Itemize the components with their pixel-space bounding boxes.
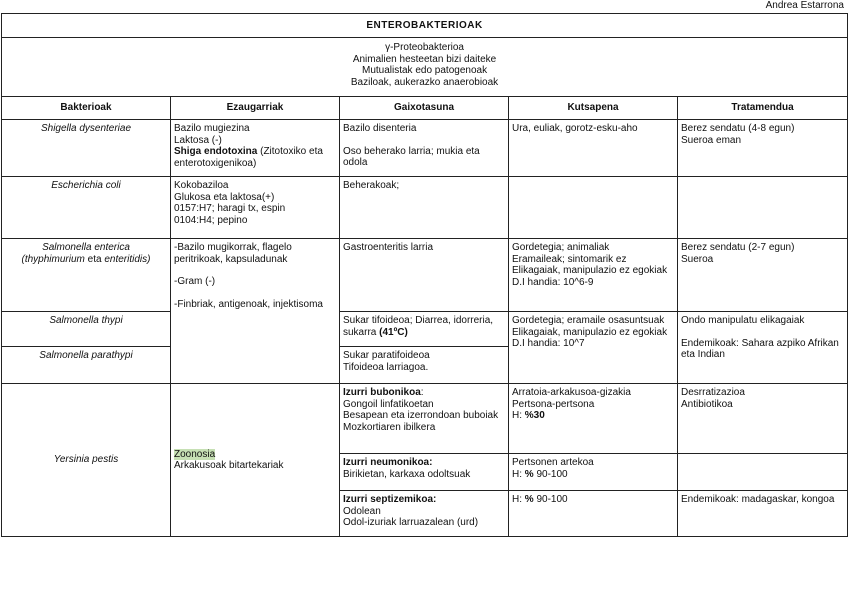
intro-line: γ-Proteobakterioa [385,42,464,53]
disease-cell [340,454,509,491]
text-line: 0104:H4; pepino [174,214,248,226]
transmission-cell [509,454,678,491]
text-line: Kokobaziloa [174,180,229,191]
text-line: Arratoia-arkakusoa-gizakia [512,387,631,398]
bold-text: Izurri bubonikoa [343,387,421,398]
text-line: (thyphimurium eta enteritidis) [21,253,151,265]
bold-text: Izurri neumonikoa: [343,457,433,468]
text-line: Arkakusoak bitartekariak [174,460,284,471]
bacteria-name: Shigella dysenteriae [2,120,171,177]
text-line: Laktosa (-) [174,134,222,146]
treatment-cell [678,384,848,454]
text-line: Endemikoak: madagaskar, kongoa [681,494,835,505]
text-line: Berez sendatu (2-7 egun) [681,242,795,253]
text-line: Odol-izuriak larruazalean (urd) [343,517,479,528]
transmission-cell [509,312,678,384]
highlighted-text: Zoonosia [174,448,216,460]
text-line: H: %30 [512,410,545,421]
text-line: Sueroa [681,253,714,265]
text-line: Bazilo disenteria [343,123,417,134]
text-line [343,457,505,469]
text-line: Ura, euliak, gorotz-esku-aho [512,123,638,134]
text-line: Ondo manipulatu elikagaiak [681,315,805,326]
features-cell [171,120,340,177]
intro-line: Animalien hesteetan bizi daiteke [352,53,497,65]
text-line: Birikietan, karkaxa odoltsuak [343,468,471,480]
header-tratamendua: Tratamendua [678,97,848,120]
text-line: Eramaileak; sintomarik ez [512,253,627,265]
text-line: Glukosa eta laktosa(+) [174,191,275,203]
intro-cell [2,38,848,97]
text-line: 0157:H7; haragi tx, espin [174,203,286,214]
text-line: Antibiotikoa [681,398,733,410]
treatment-cell [678,454,848,491]
bacteria-name: Yersinia pestis [2,384,171,537]
table-row [2,239,848,312]
bold-text: (41ºC) [379,326,408,338]
transmission-cell [509,384,678,454]
table-row [2,177,848,239]
text-line: Izurri bubonikoa: [343,387,424,398]
text-line: -Bazilo mugikorrak, flagelo peritrikoak, kapsuladunak [174,242,292,265]
text-line: Oso beherako larria; mukia eta odola [343,145,480,168]
text-line [174,449,336,461]
disease-cell [340,239,509,312]
text-span: Sukar tifoideoa; Diarrea, idorreria, sukarra [343,315,494,338]
header-ezaugarriak: Ezaugarriak [171,97,340,120]
text-line: Berez sendatu (4-8 egun) [681,123,795,134]
text-line: Endemikoak: Sahara azpiko Afrikan eta Indian [681,337,839,360]
text-line: Salmonella enterica [42,242,130,253]
text-line [343,494,505,506]
title-row [2,14,848,38]
bacteria-name: Salmonella thypi [2,312,171,347]
intro-row [2,38,848,97]
text-line: Besapean eta izerrondoan buboiak [343,410,499,421]
transmission-cell [509,239,678,312]
treatment-cell [678,120,848,177]
treatment-cell [678,312,848,384]
header-gaixotasuna: Gaixotasuna [340,97,509,120]
text-line: Elikagaiak, manipulazio ez egokiak [512,265,668,276]
text-line: Gastroenteritis larria [343,242,434,253]
disease-cell [340,177,509,239]
bold-text: Izurri septizemikoa: [343,494,437,505]
text-line: -Finbriak, antigenoak, injektisoma [174,298,323,310]
text-line: D.I handia: 10^6-9 [512,276,594,288]
text-line: H: % 90-100 [512,494,568,505]
enterobacteria-table [1,13,848,537]
disease-cell [340,384,509,454]
disease-cell [340,347,509,384]
bacteria-name: Escherichia coli [2,177,171,239]
text-line: Mozkortiaren ibilkera [343,421,436,433]
text-line: Tifoideoa larriagoa. [343,361,429,373]
text-line: Desrratizazioa [681,387,745,398]
table-row [2,384,848,454]
text-line: Bazilo mugiezina [174,123,250,134]
transmission-cell [509,177,678,239]
text-line: Odolean [343,505,381,517]
features-cell [171,177,340,239]
text-span: (Zitotoxiko eta enterotoxigenikoa) [174,146,323,169]
text-line: Pertsonen artekoa [512,457,594,468]
text-line [174,146,336,169]
bacteria-name: Salmonella parathypi [2,347,171,384]
table-title: ENTEROBAKTERIOAK [2,14,848,38]
text-line: Sueroa eman [681,134,742,146]
intro-line: Baziloak, aukerazko anaerobioak [350,76,499,88]
header-kutsapena: Kutsapena [509,97,678,120]
text-line: H: % 90-100 [512,468,568,480]
author-name: Andrea Estarrona [765,0,844,11]
transmission-cell [509,120,678,177]
transmission-cell [509,491,678,537]
text-line: Beherakoak; [343,180,400,191]
features-cell [171,239,340,384]
features-cell [171,384,340,537]
treatment-cell [678,491,848,537]
text-line: Elikagaiak, manipulazio ez egokiak [512,326,668,338]
text-line: Gordetegia; animaliak [512,242,610,253]
text-line: Sukar paratifoideoa [343,350,430,361]
header-row [2,97,848,120]
text-line: D.I handia: 10^7 [512,338,585,349]
header-bakterioak: Bakterioak [2,97,171,120]
disease-cell [340,491,509,537]
table-row [2,312,848,347]
text-line: -Gram (-) [174,276,216,287]
table-row [2,120,848,177]
bold-text: Shiga endotoxina [174,146,258,157]
intro-line: Mutualistak edo patogenoak [361,65,488,76]
disease-cell [340,312,509,347]
text-line: Gordetegia; eramaile osasuntsuak [512,315,665,326]
disease-cell [340,120,509,177]
text-line: Gongoil linfatikoetan [343,398,434,410]
treatment-cell [678,239,848,312]
treatment-cell [678,177,848,239]
bacteria-name [2,239,171,312]
text-line: Pertsona-pertsona [512,398,595,410]
